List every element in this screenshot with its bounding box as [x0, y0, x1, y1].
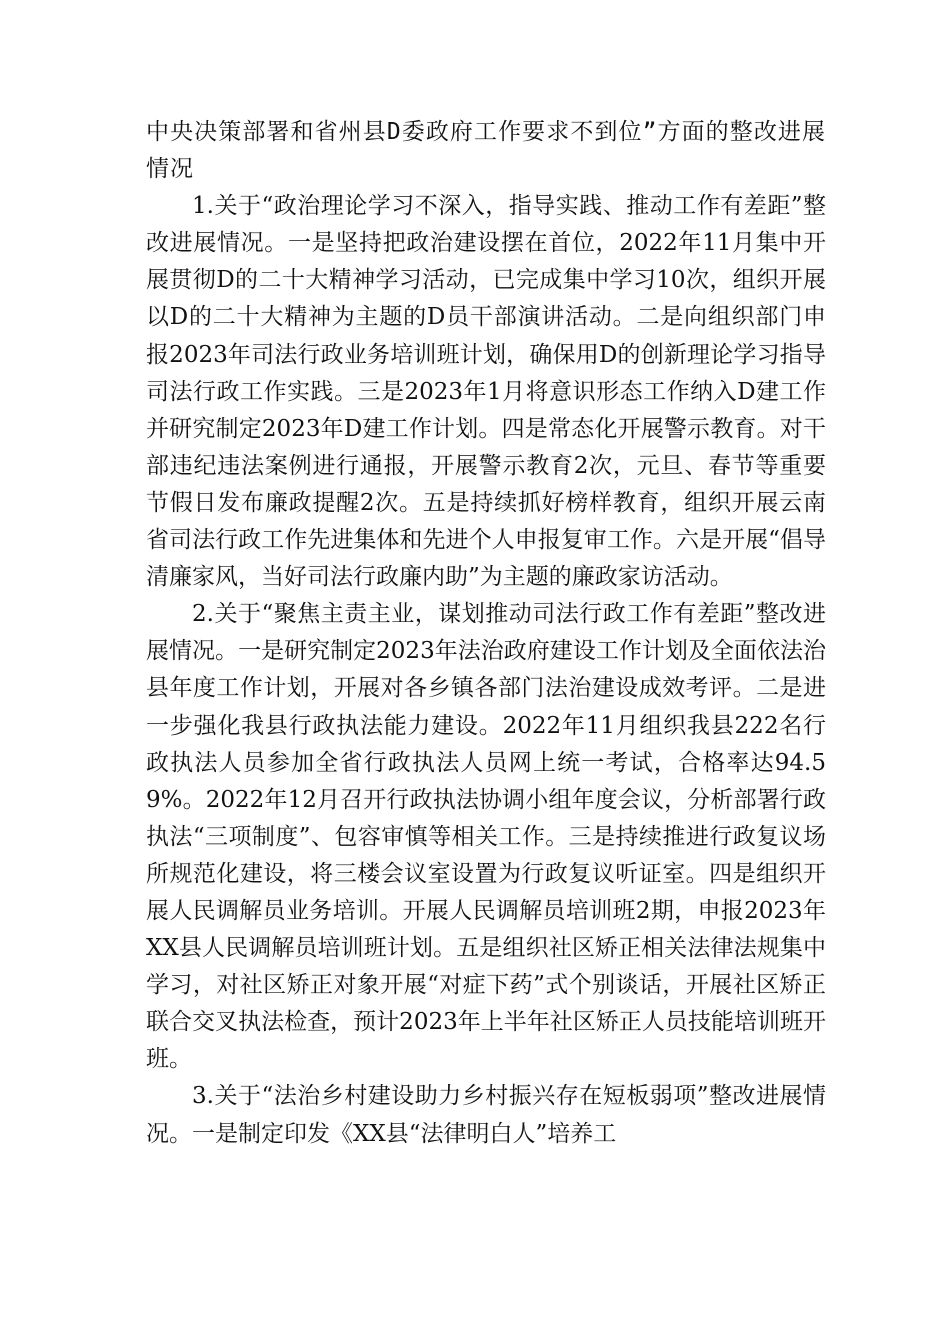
section-heading: 中央决策部署和省州县D委政府工作要求不到位”方面的整改进展情况	[146, 119, 826, 183]
paragraph-1: 1.关于“政治理论学习不深入，指导实践、推动工作有差距”整改进展情况。一是坚持把政治建设摆在首位，2022年11月集中开展贯彻D的二十大精神学习活动，已完成集中学习10次，组织开展以D的二十大精神为主题的D员干部演讲活动。二是向组织部门申报2023年司法行政业务培训班计划，确保用D的创新理论学习指导司法行政工作实践。三是2023年1月将意识形态工作纳入D建工作并研究制定2023年D建工作计划。四是常态化开展警示教育。对干部违纪违法案例进行通报，开展警示教育2次，元旦、春节等重要节假日发布廉政提醒2次。五是持续抓好榜样教育，组织开展云南省司法行政工作先进集体和先进个人申报复审工作。六是开展“倡导清廉家风，当好司法行政廉内助”为主题的廉政家访活动。	[146, 193, 826, 591]
paragraph-3: 3.关于“法治乡村建设助力乡村振兴存在短板弱项”整改进展情况。一是制定印发《XX县“法律明白人”培养工	[146, 1083, 826, 1147]
document-body	[146, 114, 826, 1153]
paragraph-2: 2.关于“聚焦主责主业，谋划推动司法行政工作有差距”整改进展情况。一是研究制定2023年法治政府建设工作计划及全面依法治县年度工作计划，开展对各乡镇各部门法治建设成效考评。二是进一步强化我县行政执法能力建设。2022年11月组织我县222名行政执法人员参加全省行政执法人员网上统一考试，合格率达94.59%。2022年12月召开行政执法协调小组年度会议，分析部署行政执法“三项制度”、包容审慎等相关工作。三是持续推进行政复议场所规范化建设，将三楼会议室设置为行政复议听证室。四是组织开展人民调解员业务培训。开展人民调解员培训班2期，申报2023年XX县人民调解员培训班计划。五是组织社区矫正相关法律法规集中学习，对社区矫正对象开展“对症下药”式个别谈话，开展社区矫正联合交叉执法检查，预计2023年上半年社区矫正人员技能培训班开班。	[146, 601, 826, 1073]
